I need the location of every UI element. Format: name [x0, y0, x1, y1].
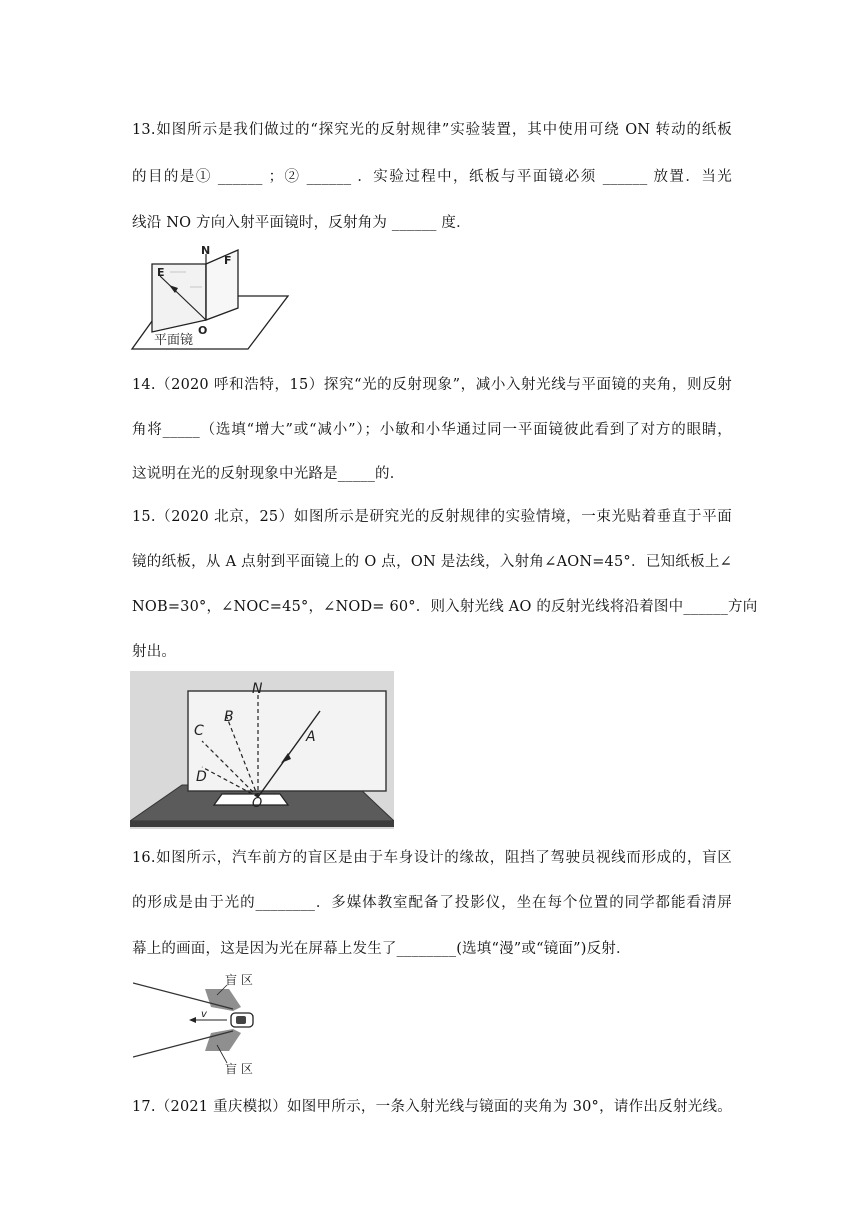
q15-label-d: D: [196, 769, 207, 785]
q16-figure: [133, 971, 265, 1077]
q15-label-o: O: [252, 796, 263, 811]
q16-line-3: 幕上的画面，这是因为光在屏幕上发生了________(选填“漫”或“镜面”)反射．: [132, 941, 631, 957]
q14-line-2: 角将_____（选填“增大”或“减小”）；小敏和小华通过同一平面镜彼此看到了对方的眼睛，: [132, 422, 732, 438]
q16-label-v: v: [201, 1009, 207, 1020]
q15-line-1: 15.（2020 北京，25）如图所示是研究光的反射规律的实验情境，一束光贴着垂直于平面: [132, 509, 732, 525]
q13-label-e: E: [157, 266, 165, 279]
q15-line-4: 射出。: [132, 644, 177, 660]
q13-label-n: N: [201, 244, 211, 257]
q16-line-1: 16.如图所示，汽车前方的盲区是由于车身设计的缘故，阻挡了驾驶员视线而形成的，盲区: [132, 850, 732, 866]
q15-line-3: NOB=30°，∠NOC=45°，∠NOD= 60°．则入射光线 AO 的反射光线将沿着图中______方向: [132, 599, 758, 615]
q13-line-2: 的目的是① ______ ；② ______ ．实验过程中，纸板与平面镜必须 ______ 放置．当光: [132, 169, 732, 185]
q15-label-a: A: [306, 729, 316, 745]
q16-label-bottom: 盲 区: [225, 1062, 253, 1076]
q15-figure: [130, 671, 394, 829]
q14-line-1: 14.（2020 呼和浩特，15）探究“光的反射现象”，减小入射光线与平面镜的夹角，则反射: [132, 377, 732, 393]
q16-line-2: 的形成是由于光的________．多媒体教室配备了投影仪，坐在每个位置的同学都能看清屏: [132, 895, 732, 911]
q16-label-top: 盲 区: [225, 973, 253, 987]
q13-line-1: 13.如图所示是我们做过的“探究光的反射规律”实验装置，其中使用可绕 ON 转动的纸板: [132, 122, 732, 138]
q13-line-3: 线沿 NO 方向入射平面镜时，反射角为 ______ 度．: [132, 215, 471, 231]
q15-label-b: B: [224, 709, 234, 725]
q17-line-1: 17.（2021 重庆模拟）如图甲所示，一条入射光线与镜面的夹角为 30°，请作出反射光线。: [132, 1099, 732, 1115]
q13-label-mirror: 平面镜: [154, 333, 194, 348]
q13-label-o: O: [198, 324, 208, 337]
q13-label-f: F: [224, 254, 232, 267]
q15-line-2: 镜的纸板，从 A 点射到平面镜上的 O 点，ON 是法线，入射角∠AON=45°．已知纸板上∠: [132, 554, 732, 570]
q15-label-c: C: [194, 723, 204, 739]
q14-line-3: 这说明在光的反射现象中光路是_____的．: [132, 466, 405, 482]
q15-label-n: N: [252, 681, 263, 697]
q13-figure: [130, 242, 290, 352]
